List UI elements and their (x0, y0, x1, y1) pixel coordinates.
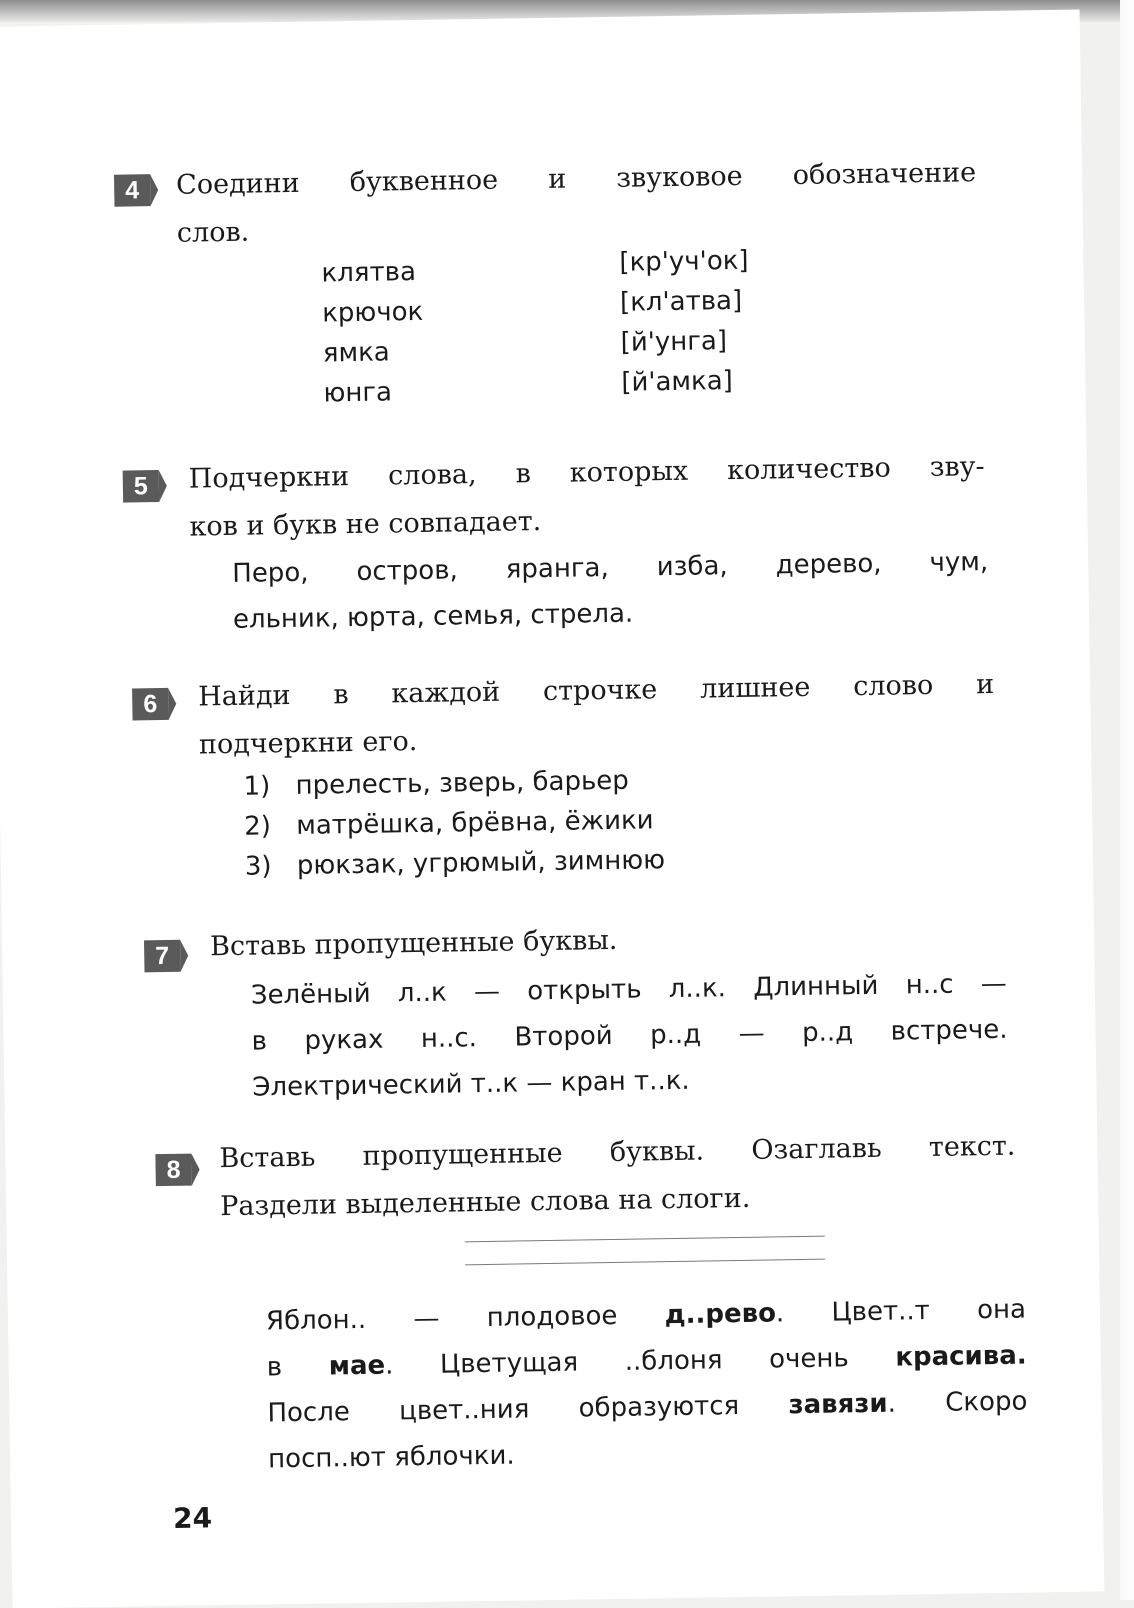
transcription-item: [й'амка] (621, 366, 734, 398)
text-line: Яблон.. — плодовое д..рево. Цвет..т она (265, 1294, 1027, 1337)
exercise-text (266, 1287, 1029, 1483)
list-item: 1) прелесть, зверь, барьер (243, 765, 630, 802)
task-number-badge: 6 (132, 688, 176, 721)
task-number-badge: 8 (155, 1153, 199, 1186)
task-number-badge: 4 (114, 174, 158, 207)
transcription-item: [кл'атва] (619, 285, 743, 318)
page-number: 24 (172, 1501, 213, 1535)
task-instruction: Подчеркни слова, в которых количество зву- ков и букв не совпадает. (188, 451, 985, 543)
title-answer-lines (465, 1236, 826, 1288)
answer-line (465, 1236, 825, 1243)
word-item: ямка (322, 337, 390, 369)
task-instruction: Вставь пропущенные буквы. (209, 924, 618, 963)
task-instruction: Вставь пропущенные буквы. Озаглавь текст. Раздели выделенные слова на слоги. (219, 1130, 1016, 1223)
scan-edge-right (1120, 0, 1134, 1600)
transcription-item: [й'унга] (620, 326, 728, 358)
text-line: После цвет..ния образуются завязи. Скоро (267, 1386, 1028, 1429)
list-item: 3) рюкзак, угрюмый, зимнюю (244, 845, 666, 882)
word-list: Перо, остров, яранга, изба, дерево, чум, ельник, юрта, семья, стрела. (232, 547, 989, 635)
exercise-text: Зелёный л..к — открыть л..к. Длинный н..с — в руках н..с. Второй р..д — р..д встрече. Электрический т..к — кран т..к. (250, 968, 1008, 1103)
answer-line (465, 1259, 825, 1266)
task-number-badge: 5 (123, 470, 167, 503)
text-line: в мае. Цветущая ..блоня очень красива. (266, 1340, 1027, 1383)
word-item: юнга (323, 377, 393, 409)
transcription-item: [кр'уч'ок] (619, 245, 749, 278)
word-item: клятва (321, 256, 417, 289)
workbook-page (0, 10, 1104, 1608)
numbered-list (243, 760, 665, 887)
list-item: 2) матрёшка, брёвна, ёжики (244, 805, 654, 842)
word-item: крючок (321, 296, 424, 329)
word-column (321, 252, 425, 414)
task-number-badge: 7 (144, 940, 188, 973)
task-instruction: Соедини буквенное и звуковое обозначение слов. (175, 157, 977, 249)
task-instruction: Найди в каждой строчке лишнее слово и подчеркни его. (197, 668, 995, 761)
text-line: посп..ют яблочки. (267, 1440, 515, 1475)
transcription-column (619, 241, 751, 403)
